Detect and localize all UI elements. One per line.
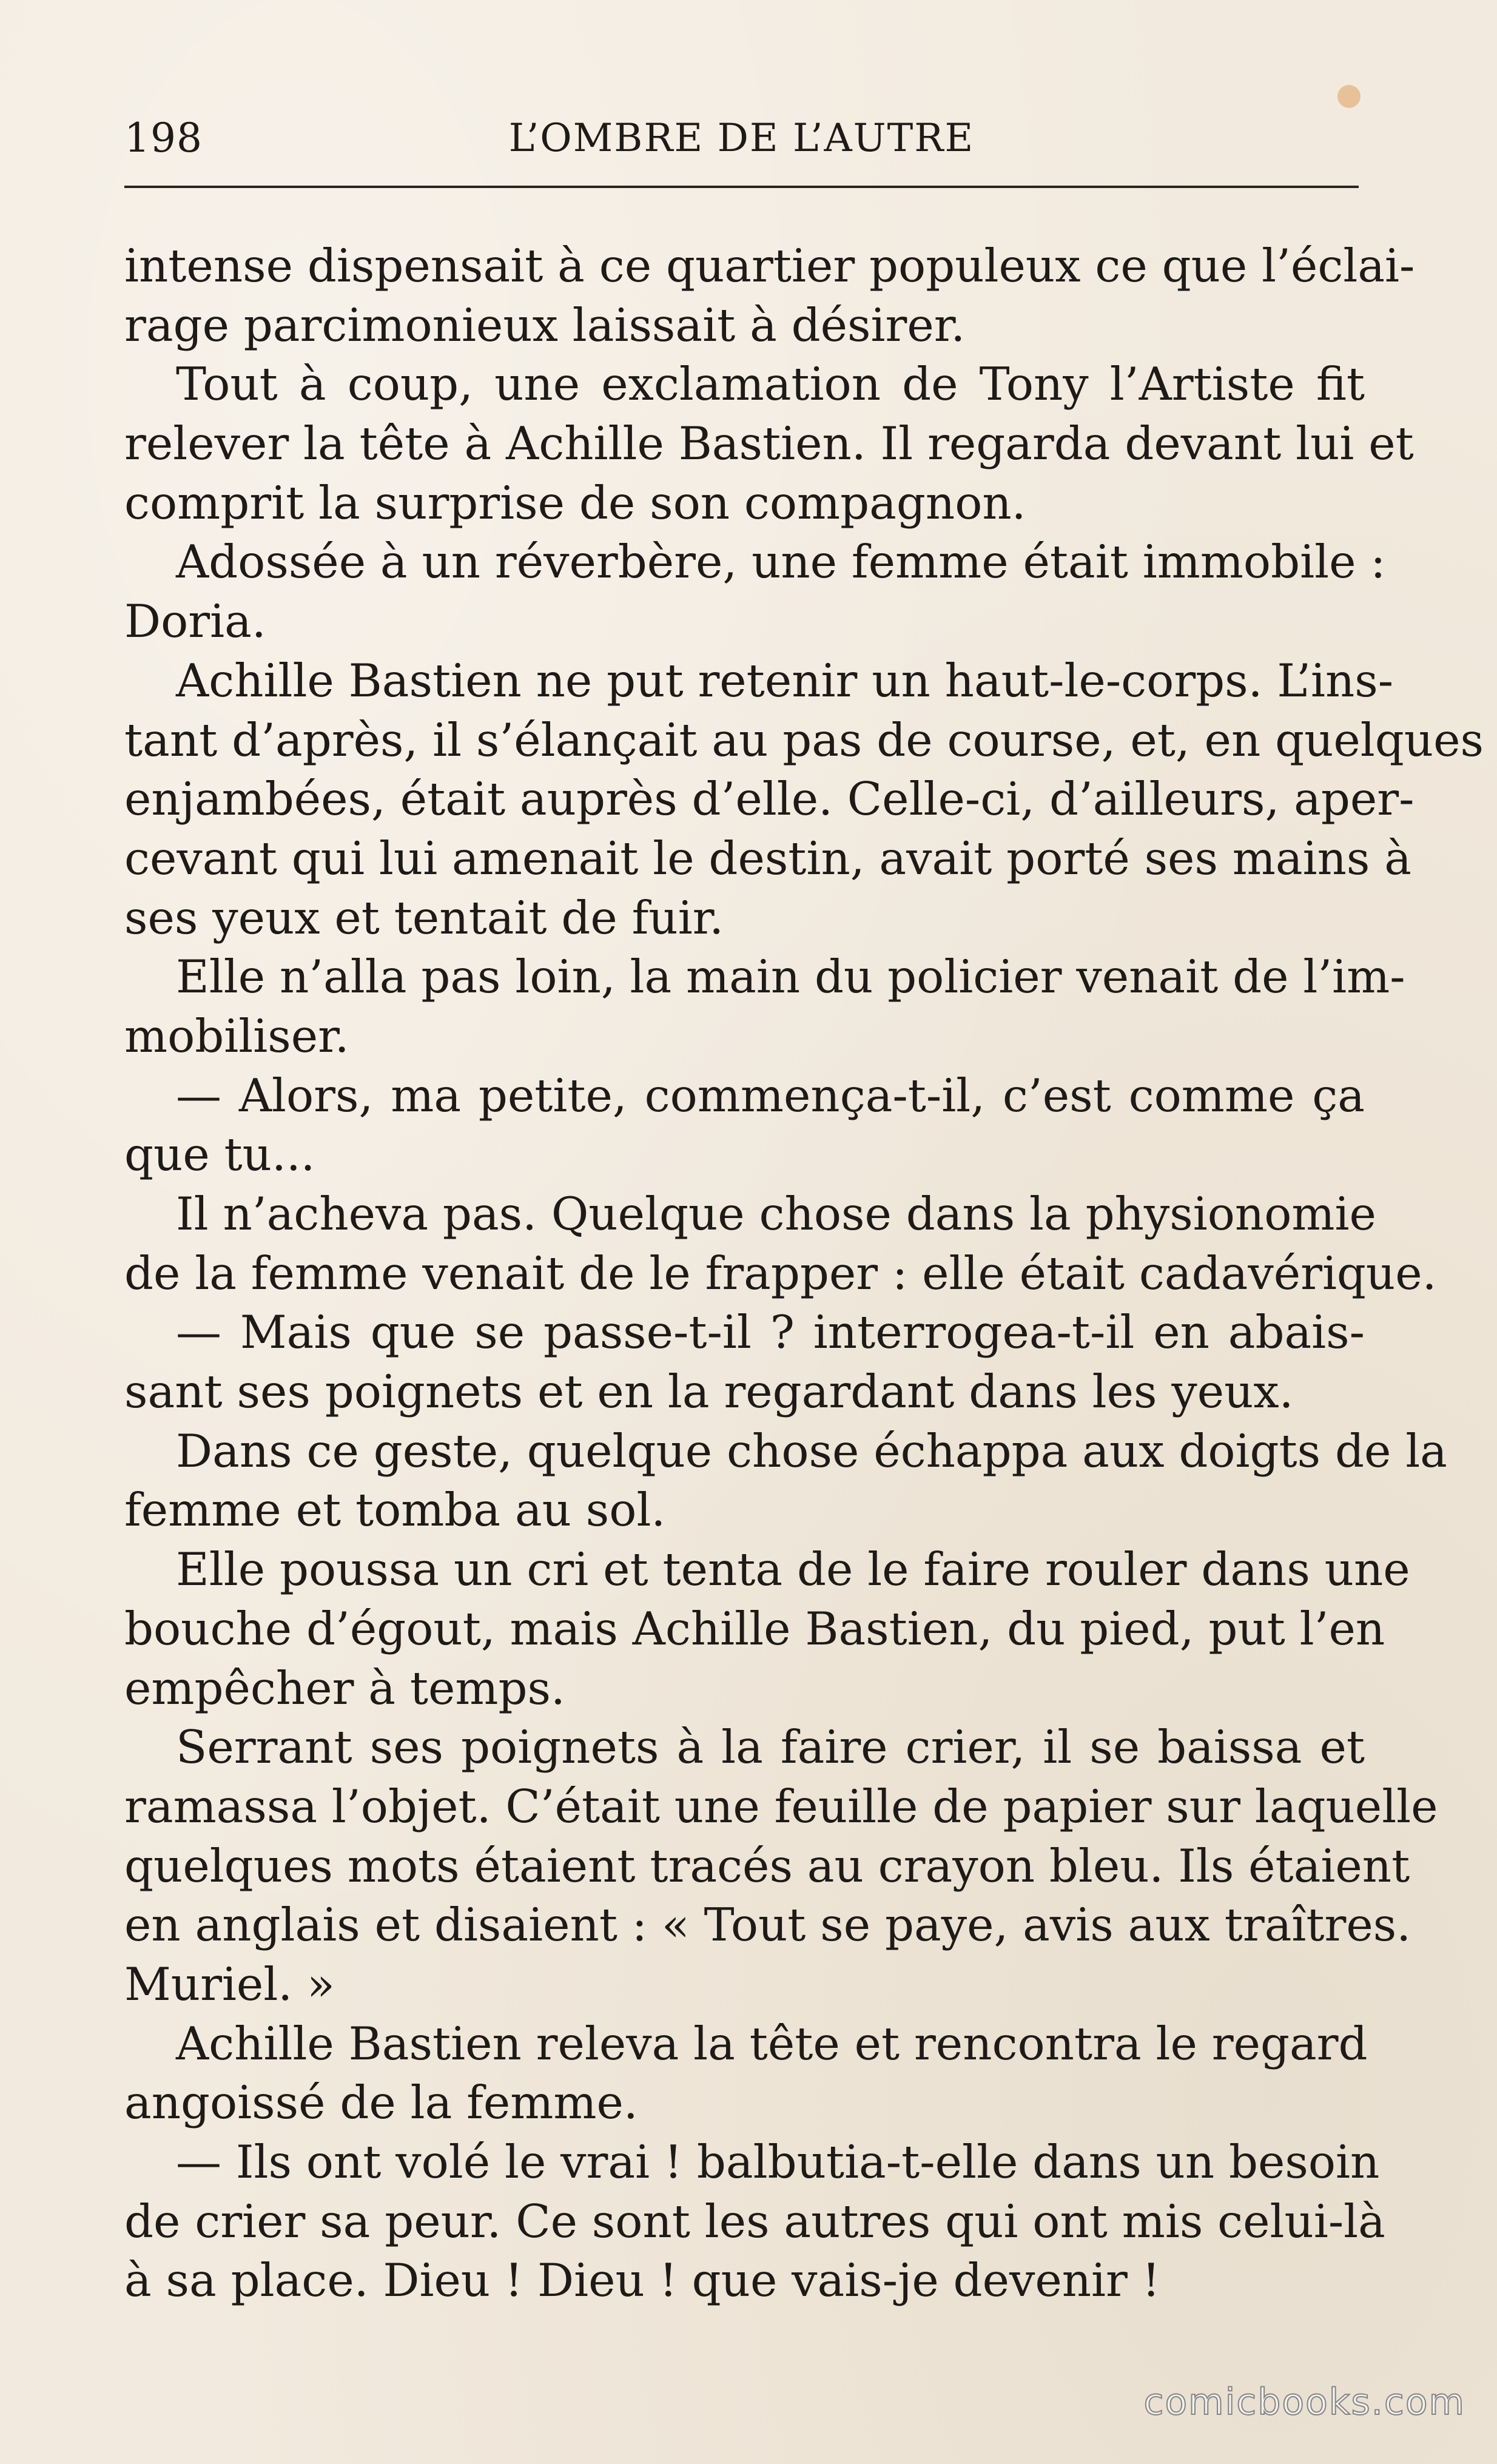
text-line: de la femme venait de le frapper : elle était cadavérique. <box>124 1246 1437 1300</box>
text-line: de crier sa peur. Ce sont les autres qui ont mis celui-là <box>124 2194 1385 2248</box>
text-line: Doria. <box>124 594 266 648</box>
text-line: sant ses poignets et en la regardant dans les yeux. <box>124 1365 1294 1419</box>
text-line: ses yeux et tentait de fuir. <box>124 890 724 944</box>
text-line: enjambées, était auprès d’elle. Celle-ci, d’ailleurs, aper- <box>124 772 1415 826</box>
text-line: Serrant ses poignets à la faire crier, il se baissa et <box>176 1720 1365 1774</box>
text-line: que tu... <box>124 1128 315 1182</box>
text-line: — Ils ont volé le vrai ! balbutia-t-elle dans un besoin <box>176 2135 1380 2189</box>
text-line: Elle n’alla pas loin, la main du policier venait de l’im- <box>176 950 1405 1004</box>
text-line: Tout à coup, une exclamation de Tony l’Artiste fit <box>176 357 1365 411</box>
text-line: Achille Bastien releva la tête et rencontra le regard <box>176 2016 1368 2070</box>
text-line: en anglais et disaient : « Tout se paye, avis aux traîtres. <box>124 1898 1411 1952</box>
body-text <box>124 237 1484 2311</box>
text-line: à sa place. Dieu ! Dieu ! que vais-je devenir ! <box>124 2254 1160 2307</box>
text-line: Achille Bastien ne put retenir un haut-le-corps. L’ins- <box>176 653 1394 707</box>
text-line: quelques mots étaient tracés au crayon bleu. Ils étaient <box>124 1839 1410 1893</box>
text-line: ramassa l’objet. C’était une feuille de papier sur laquelle <box>124 1779 1438 1833</box>
page-number: 198 <box>124 115 203 161</box>
watermark: comicbooks.com <box>1143 2381 1465 2423</box>
text-line: Elle poussa un cri et tenta de le faire rouler dans une <box>176 1543 1410 1597</box>
text-line: angoissé de la femme. <box>124 2076 638 2130</box>
header-rule <box>124 186 1359 188</box>
text-line: intense dispensait à ce quartier populeux ce que l’éclai- <box>124 239 1415 292</box>
page-header <box>124 96 1359 163</box>
text-line: Il n’acheva pas. Quelque chose dans la physionomie <box>176 1187 1376 1240</box>
text-line: Adossée à un réverbère, une femme était immobile : <box>176 535 1386 589</box>
text-line: femme et tomba au sol. <box>124 1483 666 1537</box>
running-head: L’OMBRE DE L’AUTRE <box>508 116 975 161</box>
text-line: comprit la surprise de son compagnon. <box>124 476 1026 530</box>
text-line: empêcher à temps. <box>124 1661 565 1715</box>
text-line: Muriel. » <box>124 1957 335 2011</box>
text-line: relever la tête à Achille Bastien. Il regarda devant lui et <box>124 417 1414 471</box>
text-line: rage parcimonieux laissait à désirer. <box>124 298 966 352</box>
text-line: mobiliser. <box>124 1009 349 1063</box>
text-line: — Alors, ma petite, commença-t-il, c’est comme ça <box>176 1068 1365 1122</box>
text-line: Dans ce geste, quelque chose échappa aux doigts de la <box>176 1424 1447 1478</box>
text-line: tant d’après, il s’élançait au pas de course, et, en quelques <box>124 713 1484 767</box>
text-line: — Mais que se passe-t-il ? interrogea-t-il en abais- <box>176 1305 1365 1359</box>
text-line: bouche d’égout, mais Achille Bastien, du pied, put l’en <box>124 1601 1385 1655</box>
text-line: cevant qui lui amenait le destin, avait porté ses mains à <box>124 831 1411 885</box>
